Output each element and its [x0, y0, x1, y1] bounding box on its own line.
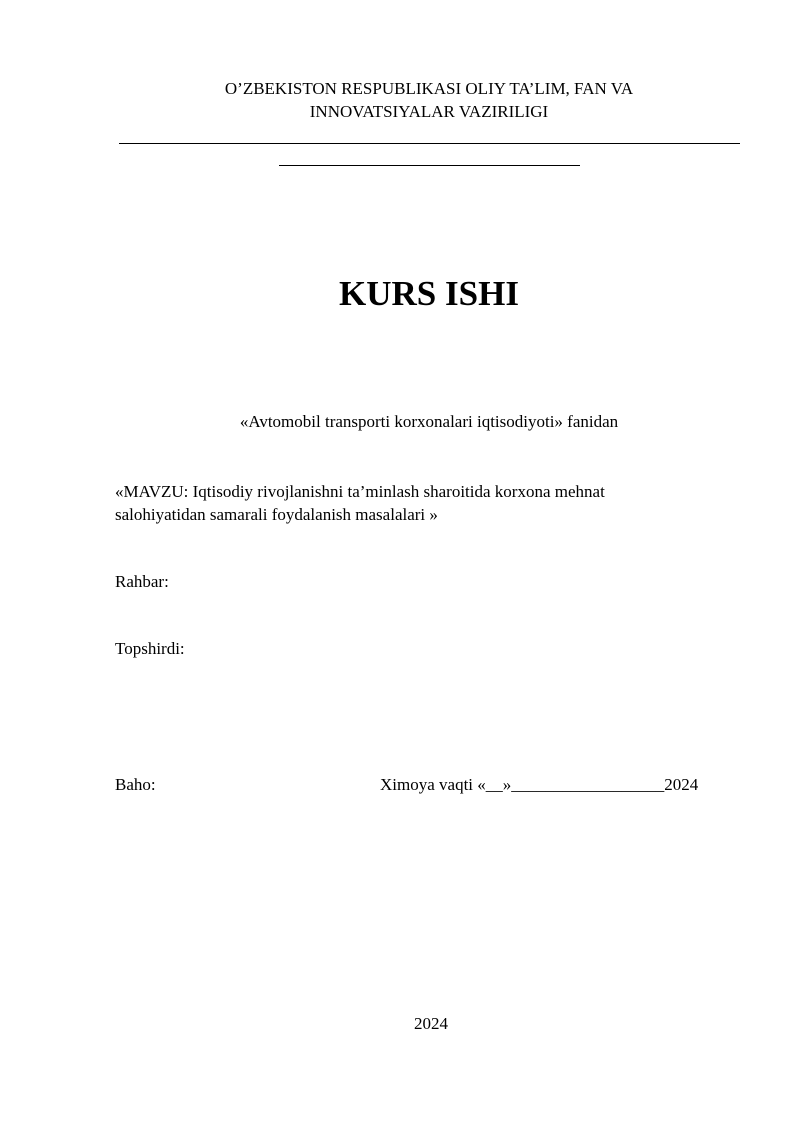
- topic-line-1: «MAVZU: Iqtisodiy rivojlanishni ta’minlash sharoitida korxona mehnat: [115, 482, 605, 501]
- defense-date-line: Ximoya vaqti «__»__________________2024: [380, 775, 699, 794]
- institution-blank-line-short: [279, 165, 580, 166]
- document-title: KURS ISHI: [339, 274, 519, 313]
- topic-line-2: salohiyatidan samarali foydalanish masalalari »: [115, 505, 438, 524]
- institution-blank-line-long: [119, 143, 740, 144]
- ministry-heading: [0, 77, 800, 123]
- grade-label: Baho:: [115, 775, 156, 794]
- submitted-by-label: Topshirdi:: [115, 639, 185, 658]
- ministry-line-1: O’ZBEKISTON RESPUBLIKASI OLIY TA’LIM, FAN VA: [224, 79, 634, 98]
- subject-line: «Avtomobil transporti korxonalari iqtisodiyoti» fanidan: [239, 412, 619, 431]
- ministry-line-2: INNOVATSIYALAR VAZIRILIGI: [309, 102, 549, 121]
- supervisor-label: Rahbar:: [115, 572, 169, 591]
- footer-year: 2024: [414, 1014, 448, 1033]
- topic-paragraph: [115, 480, 735, 526]
